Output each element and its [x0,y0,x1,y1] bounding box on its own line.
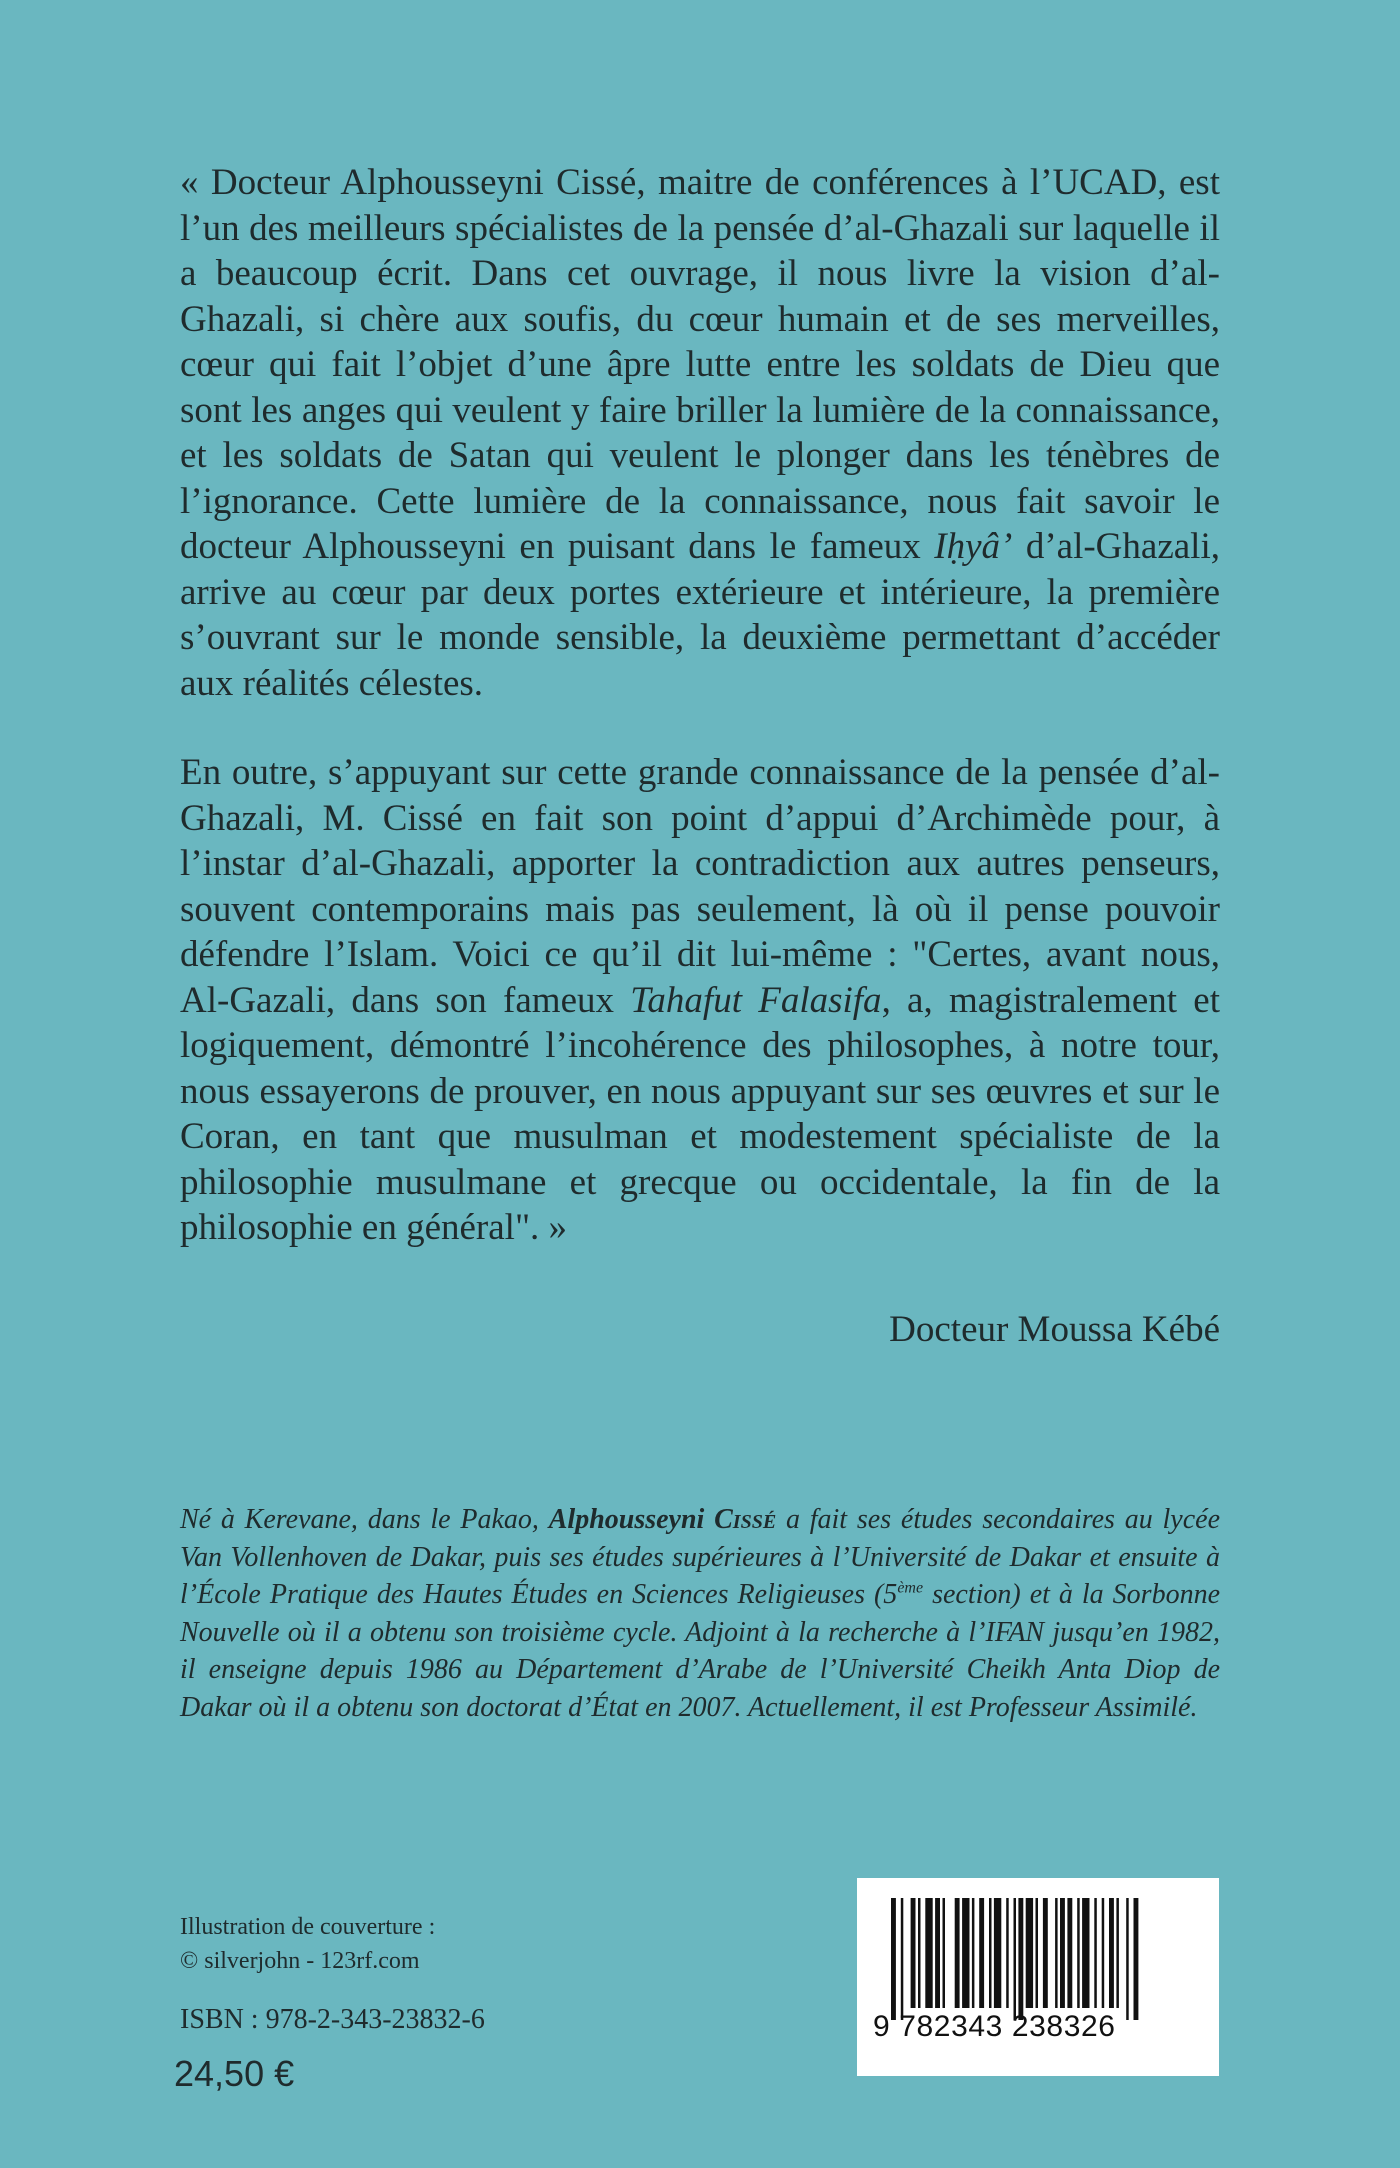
author-name: Alphousseyni Cissé [548,1504,777,1535]
barcode-bar [1126,1898,1129,2020]
author-biography: Né à Kerevane, dans le Pakao, Alphousseyni Cissé a fait ses études secondaires au lycée Van Vollenhoven de Dakar, puis ses études supérieures à l’Université de Dakar et ensuite à l’École Pratique des Hautes Études en Sciences Religieuses (5ème section) et à la Sorbonne Nouvelle où il a obtenu son troisième cycle. Adjoint à la recherche à l’IFAN jusqu’en 1982, il enseigne depuis 1986 au Département d’Arabe de l’Université Cheikh Anta Diop de Dakar où il a obtenu son doctorat d’État en 2007. Actuellement, il est Professeur Assimilé. [180,1504,1220,1723]
barcode-bar [1036,1898,1039,2008]
credit-label: Illustration de couverture : [180,1914,436,1940]
book-title-tahafut: Tahafut Falasifa [630,979,882,1021]
barcode-bar [1116,1898,1119,2008]
barcode-bar [901,1898,904,2020]
price: 24,50 € [174,2053,295,2094]
barcode-bar [955,1898,960,2008]
barcode-bar [1026,1898,1033,2008]
barcode-bar [891,1898,896,2020]
barcode-bar [1014,1898,1017,2020]
barcode-bar [1082,1898,1089,2008]
barcode-bar [1077,1898,1080,2008]
quote-signature: Docteur Moussa Kébé [889,1309,1220,1350]
barcode-bar [1018,1898,1023,2020]
quote-paragraph-2: En outre, s’appuyant sur cette grande connaissance de la pensée d’al-Ghazali, M. Cissé en fait son point d’appui d’Archimède pour, à l’instar d’al-Ghazali, apporter la contradiction aux autres penseurs, souvent contemporains mais pas seulement, là où il pense pouvoir défendre l’Islam. Voici ce qu’il dit lui-même : "Certes, avant nous, Al-Gazali, dans son fameux Tahafut Falasifa, a, magistralement et logiquement, démontré l’incohérence des philosophes, à notre tour, nous essayerons de prouver, en nous appuyant sur ses œuvres et sur le Coran, en tant que musulman et modestement spécialiste de la philosophie musulmane et grecque ou occidentale, la fin de la philosophie en général". » [180,752,1220,1248]
barcode-bar [994,1898,1001,2008]
barcode-bar [1043,1898,1048,2008]
barcode-bar [918,1898,921,2008]
barcode-bar [1134,1898,1139,2020]
barcode-bar [1055,1898,1058,2008]
barcode-bar [1067,1898,1072,2008]
barcode-bar [1060,1898,1065,2008]
quote-paragraph-1: « Docteur Alphousseyni Cissé, maitre de conférences à l’UCAD, est l’un des meilleurs spécialistes de la pensée d’al-Ghazali sur laquelle il a beaucoup écrit. Dans cet ouvrage, il nous livre la vision d’al-Ghazali, si chère aux soufis, du cœur humain et de ses merveilles, cœur qui fait l’objet d’une âpre lutte entre les soldats de Dieu que sont les anges qui veulent y faire briller la lumière de la connaissance, et les soldats de Satan qui veulent le plonger dans les ténèbres de l’ignorance. Cette lumière de la connaissance, nous fait savoir le docteur Alphousseyni en puisant dans le fameux Iḥyâ’ d’al-Ghazali, arrive au cœur par deux portes extérieure et intérieure, la première s’ouvrant sur le monde sensible, la deuxième permettant d’accéder aux réalités célestes. [180,162,1220,704]
book-title-ihya: Iḥyâ’ [934,526,1013,567]
barcode-bar [989,1898,992,2008]
cover-illustration-credit [180,1910,435,1978]
barcode-digits: 9 782343 238326 [873,2010,1116,2043]
barcode-bar [962,1898,969,2008]
credit-source: © silverjohn - 123rf.com [180,1948,420,1974]
barcode [857,1878,1219,2076]
barcode-bar [972,1898,975,2008]
barcode-bar [925,1898,932,2008]
barcode-bar [1102,1898,1105,2008]
barcode-bar [1006,1898,1009,2008]
barcode-bar [1094,1898,1097,2008]
back-cover-quote [180,160,1220,1251]
barcode-bar [911,1898,916,2008]
barcode-bar [1109,1898,1114,2008]
barcode-bar [943,1898,946,2008]
isbn-number: ISBN : 978-2-343-23832-6 [180,2004,485,2035]
barcode-bar [935,1898,940,2008]
barcode-bars [857,1878,1219,2076]
barcode-bar [979,1898,984,2008]
